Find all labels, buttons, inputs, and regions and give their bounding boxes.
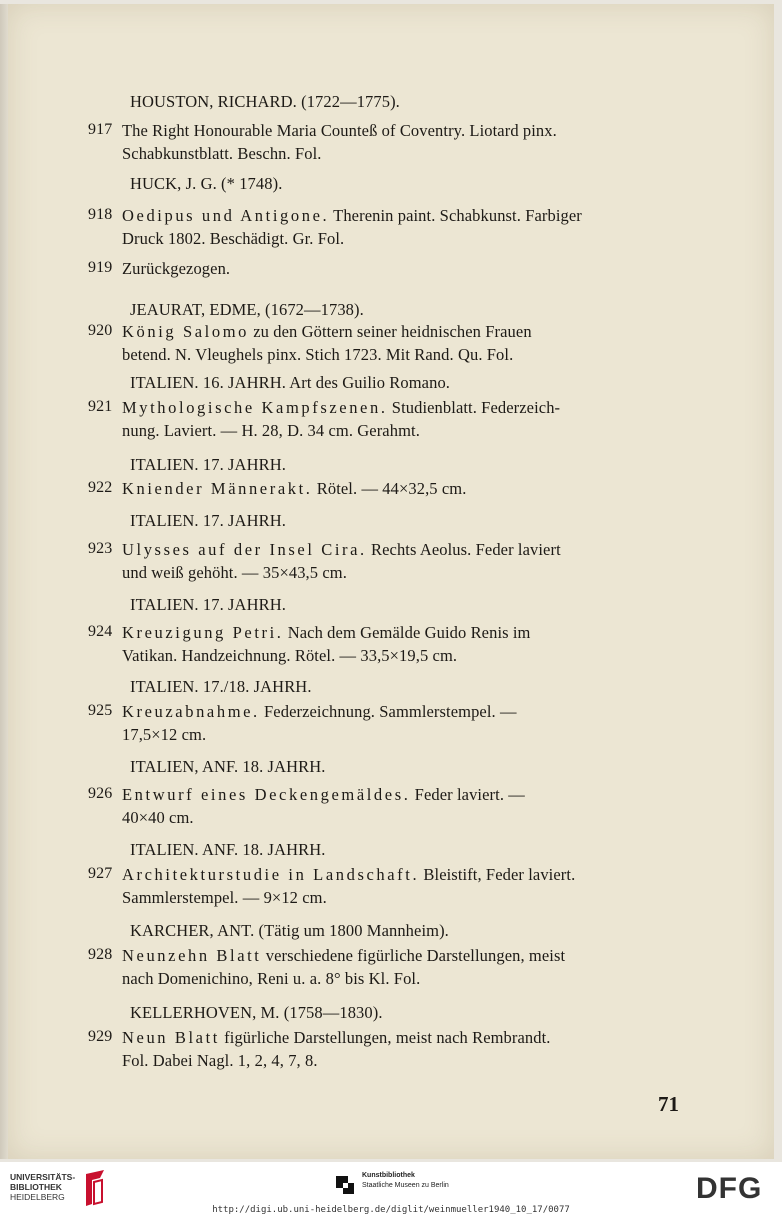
entry-title: Mythologische Kampfszenen. [122, 398, 388, 417]
kunstbibliothek-logo-icon [334, 1174, 356, 1196]
entry-text: zu den Göttern seiner heidnischen Frauen [249, 322, 532, 341]
entry-header: ITALIEN. 17. JAHRH. [130, 455, 286, 474]
entry-number: 920 [88, 322, 113, 339]
entry-header: HOUSTON, RICHARD. (1722—1775). [130, 92, 400, 111]
entry-line [122, 888, 327, 908]
entry-text: betend. N. Vleughels pinx. Stich 1723. Mit Rand. Qu. Fol. [122, 345, 514, 364]
entry-title: Kniender Männerakt. [122, 479, 313, 498]
entry-header: ITALIEN. ANF. 18. JAHRH. [130, 840, 326, 859]
entry-number: 921 [88, 398, 113, 415]
entry-number: 922 [88, 479, 113, 496]
entry-first-line [122, 785, 525, 805]
entry-line [122, 421, 420, 441]
entry-first-line [122, 206, 582, 226]
entry-text: 17,5×12 cm. [122, 725, 207, 744]
entry-first-line [122, 479, 466, 499]
page-number: 71 [658, 1092, 679, 1116]
entry-text: Therenin paint. Schabkunst. Farbiger [329, 206, 582, 225]
kunstbibliothek-text [362, 1171, 449, 1191]
entry-title: Kreuzigung Petri. [122, 623, 284, 642]
entry-first-line [122, 1028, 551, 1048]
kb-line-1: Kunstbibliothek [362, 1172, 415, 1179]
entry-text: Fol. Dabei Nagl. 1, 2, 4, 7, 8. [122, 1051, 318, 1070]
entry-header: ITALIEN. 17. JAHRH. [130, 595, 286, 614]
entry-first-line [122, 322, 532, 342]
entry-number: 925 [88, 702, 113, 719]
entry-line [122, 725, 206, 745]
entry-text: verschiedene figürliche Darstellungen, meist [261, 946, 566, 965]
entry-header: ITALIEN. 17. JAHRH. [130, 511, 286, 530]
ub-heidelberg-logo-text [10, 1172, 75, 1202]
entry-text: Rechts Aeolus. Feder laviert [366, 540, 561, 559]
entry-line [122, 563, 347, 583]
entry-title: Neun Blatt [122, 1028, 220, 1047]
entry-header: ITALIEN. 17./18. JAHRH. [130, 677, 312, 696]
entry-first-line [122, 121, 557, 141]
entry-text: Studienblatt. Federzeich- [387, 398, 561, 417]
entry-title: König Salomo [122, 322, 249, 341]
catalog-page [8, 4, 774, 1159]
entry-title: Kreuzabnahme. [122, 702, 260, 721]
entry-text: figürliche Darstellungen, meist nach Rembrandt. [219, 1028, 551, 1047]
kb-line-2: Staatliche Museen zu Berlin [362, 1182, 449, 1189]
ub-heidelberg-logo-mark [80, 1168, 110, 1208]
entry-title: Oedipus und Antigone. [122, 206, 330, 225]
entry-text: nach Domenichino, Reni u. a. 8° bis Kl. Fol. [122, 969, 421, 988]
entry-header: KELLERHOVEN, M. (1758—1830). [130, 1003, 383, 1022]
entry-header: JEAURAT, EDME, (1672—1738). [130, 300, 364, 319]
entry-header: KARCHER, ANT. (Tätig um 1800 Mannheim). [130, 921, 449, 940]
entry-number: 918 [88, 206, 113, 223]
entry-number: 919 [88, 259, 113, 276]
entry-number: 924 [88, 623, 113, 640]
entry-line [122, 808, 194, 828]
entry-number: 929 [88, 1028, 113, 1045]
entry-list [8, 4, 774, 1159]
entry-text: Rötel. — 44×32,5 cm. [312, 479, 467, 498]
entry-text: Druck 1802. Beschädigt. Gr. Fol. [122, 229, 345, 248]
entry-first-line [122, 259, 230, 279]
entry-text: Vatikan. Handzeichnung. Rötel. — 33,5×19,5 cm. [122, 646, 458, 665]
entry-line [122, 345, 513, 365]
permalink-url[interactable]: http://digi.ub.uni-heidelberg.de/diglit/weinmueller1940_10_17/0077 [212, 1205, 570, 1215]
entry-text: nung. Laviert. — H. 28, D. 34 cm. Gerahmt. [122, 421, 420, 440]
entry-text: Feder laviert. — [410, 785, 525, 804]
library-line-1: UNIVERSITÄTS- [10, 1172, 76, 1182]
entry-text: Schabkunstblatt. Beschn. Fol. [122, 144, 322, 163]
entry-text: 40×40 cm. [122, 808, 194, 827]
entry-text: Zurückgezogen. [122, 259, 231, 278]
entry-text: Nach dem Gemälde Guido Renis im [283, 623, 531, 642]
entry-title: Architekturstudie in Landschaft. [122, 865, 420, 884]
library-line-3: HEIDELBERG [10, 1192, 65, 1202]
entry-first-line [122, 398, 560, 418]
entry-line [122, 144, 322, 164]
entry-number: 928 [88, 946, 113, 963]
entry-first-line [122, 702, 517, 722]
entry-header: HUCK, J. G. (* 1748). [130, 174, 283, 193]
entry-line [122, 229, 344, 249]
entry-first-line [122, 540, 561, 560]
entry-text: Federzeichnung. Sammlerstempel. — [259, 702, 517, 721]
entry-text: Sammlerstempel. — 9×12 cm. [122, 888, 327, 907]
entry-number: 927 [88, 865, 113, 882]
entry-number: 923 [88, 540, 113, 557]
entry-text: Bleistift, Feder laviert. [419, 865, 576, 884]
entry-line [122, 646, 457, 666]
entry-title: Entwurf eines Deckengemäldes. [122, 785, 411, 804]
entry-line [122, 1051, 318, 1071]
viewer-footer [0, 1162, 782, 1219]
library-line-2: BIBLIOTHEK [10, 1182, 62, 1192]
entry-number: 926 [88, 785, 113, 802]
entry-number: 917 [88, 121, 113, 138]
entry-text: und weiß gehöht. — 35×43,5 cm. [122, 563, 347, 582]
entry-header: ITALIEN, ANF. 18. JAHRH. [130, 757, 326, 776]
entry-text: The Right Honourable Maria Counteß of Coventry. Liotard pinx. [122, 121, 557, 140]
entry-first-line [122, 865, 575, 885]
entry-title: Neunzehn Blatt [122, 946, 262, 965]
dfg-logo: DFG [696, 1172, 763, 1205]
entry-line [122, 969, 420, 989]
entry-header: ITALIEN. 16. JAHRH. Art des Guilio Romano. [130, 373, 451, 392]
entry-title: Ulysses auf der Insel Cira. [122, 540, 367, 559]
entry-first-line [122, 623, 531, 643]
entry-first-line [122, 946, 565, 966]
